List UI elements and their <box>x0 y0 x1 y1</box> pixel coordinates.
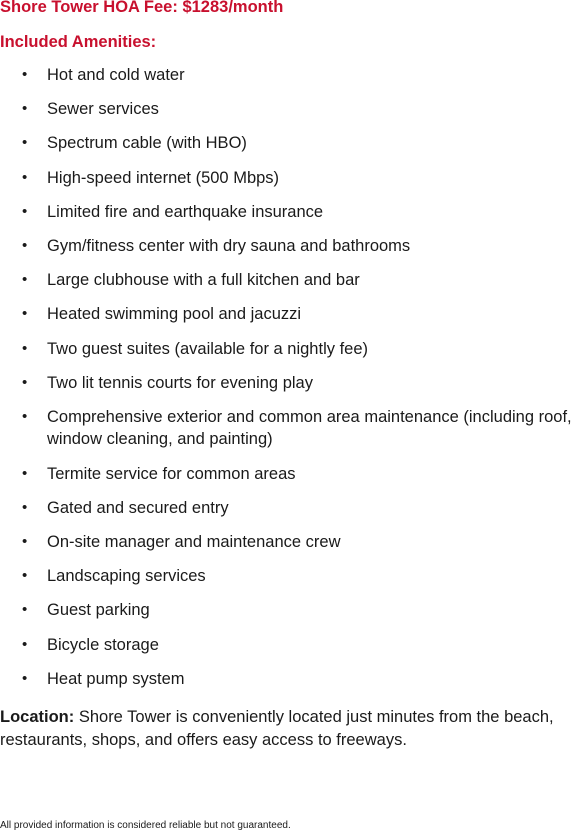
list-item-text: Landscaping services <box>47 567 206 586</box>
bullet-icon: • <box>22 305 28 323</box>
bullet-icon: • <box>22 134 28 152</box>
list-item <box>0 634 584 657</box>
bullet-icon: • <box>22 532 28 550</box>
list-item-text: Gym/fitness center with dry sauna and bathrooms <box>47 236 411 255</box>
list-item-text: Termite service for common areas <box>47 464 296 483</box>
list-item <box>0 565 584 588</box>
list-item <box>0 167 584 190</box>
location-label: Location: <box>0 708 75 726</box>
bullet-icon: • <box>22 168 28 186</box>
list-item-text: Limited fire and earthquake insurance <box>47 202 324 221</box>
list-item <box>0 201 584 224</box>
bullet-icon: • <box>22 100 28 118</box>
list-item-text: Gated and secured entry <box>47 498 229 517</box>
bullet-icon: • <box>22 567 28 585</box>
list-item <box>0 338 584 361</box>
list-item <box>0 531 584 554</box>
list-item <box>0 303 584 326</box>
bullet-icon: • <box>22 407 28 425</box>
list-item-text: Two lit tennis courts for evening play <box>47 373 313 392</box>
list-item-text: Bicycle storage <box>47 635 159 654</box>
list-item <box>0 269 584 292</box>
amenities-heading: Included Amenities: <box>0 33 157 51</box>
bullet-icon: • <box>22 66 28 83</box>
list-item-text: On-site manager and maintenance crew <box>47 532 341 551</box>
bullet-icon: • <box>22 373 28 391</box>
list-item-text: Two guest suites (available for a nightly fee) <box>47 339 369 358</box>
list-item-text: Guest parking <box>47 601 150 620</box>
location-text: Shore Tower is conveniently located just minutes from the beach, restaurants, shops, and offers easy access to freeways. <box>0 708 554 749</box>
list-item <box>0 406 584 451</box>
amenities-list <box>0 64 584 702</box>
bullet-icon: • <box>22 464 28 482</box>
page-title: Shore Tower HOA Fee: $1283/month <box>0 0 284 16</box>
disclaimer-text: All provided information is considered reliable but not guaranteed. <box>0 820 291 831</box>
bullet-icon: • <box>22 271 28 289</box>
list-item-text: Comprehensive exterior and common area maintenance (including roof, window cleaning, and painting) <box>47 407 572 449</box>
list-item <box>0 235 584 258</box>
list-item-text: Sewer services <box>47 100 159 119</box>
bullet-icon: • <box>22 498 28 516</box>
list-item-text: High-speed internet (500 Mbps) <box>47 168 280 187</box>
list-item <box>0 668 584 691</box>
list-item <box>0 599 584 622</box>
list-item-text: Heat pump system <box>47 669 185 688</box>
list-item-text: Heated swimming pool and jacuzzi <box>47 305 302 324</box>
bullet-icon: • <box>22 339 28 357</box>
list-item <box>0 98 584 121</box>
list-item <box>0 372 584 395</box>
list-item <box>0 64 584 87</box>
bullet-icon: • <box>22 669 28 687</box>
bullet-icon: • <box>22 601 28 619</box>
list-item <box>0 497 584 520</box>
list-item-text: Large clubhouse with a full kitchen and bar <box>47 271 360 290</box>
list-item-text: Hot and cold water <box>47 66 185 84</box>
list-item-text: Spectrum cable (with HBO) <box>47 134 247 153</box>
bullet-icon: • <box>22 236 28 254</box>
list-item <box>0 463 584 486</box>
bullet-icon: • <box>22 202 28 220</box>
bullet-icon: • <box>22 635 28 653</box>
list-item <box>0 132 584 155</box>
location-paragraph <box>0 706 584 752</box>
